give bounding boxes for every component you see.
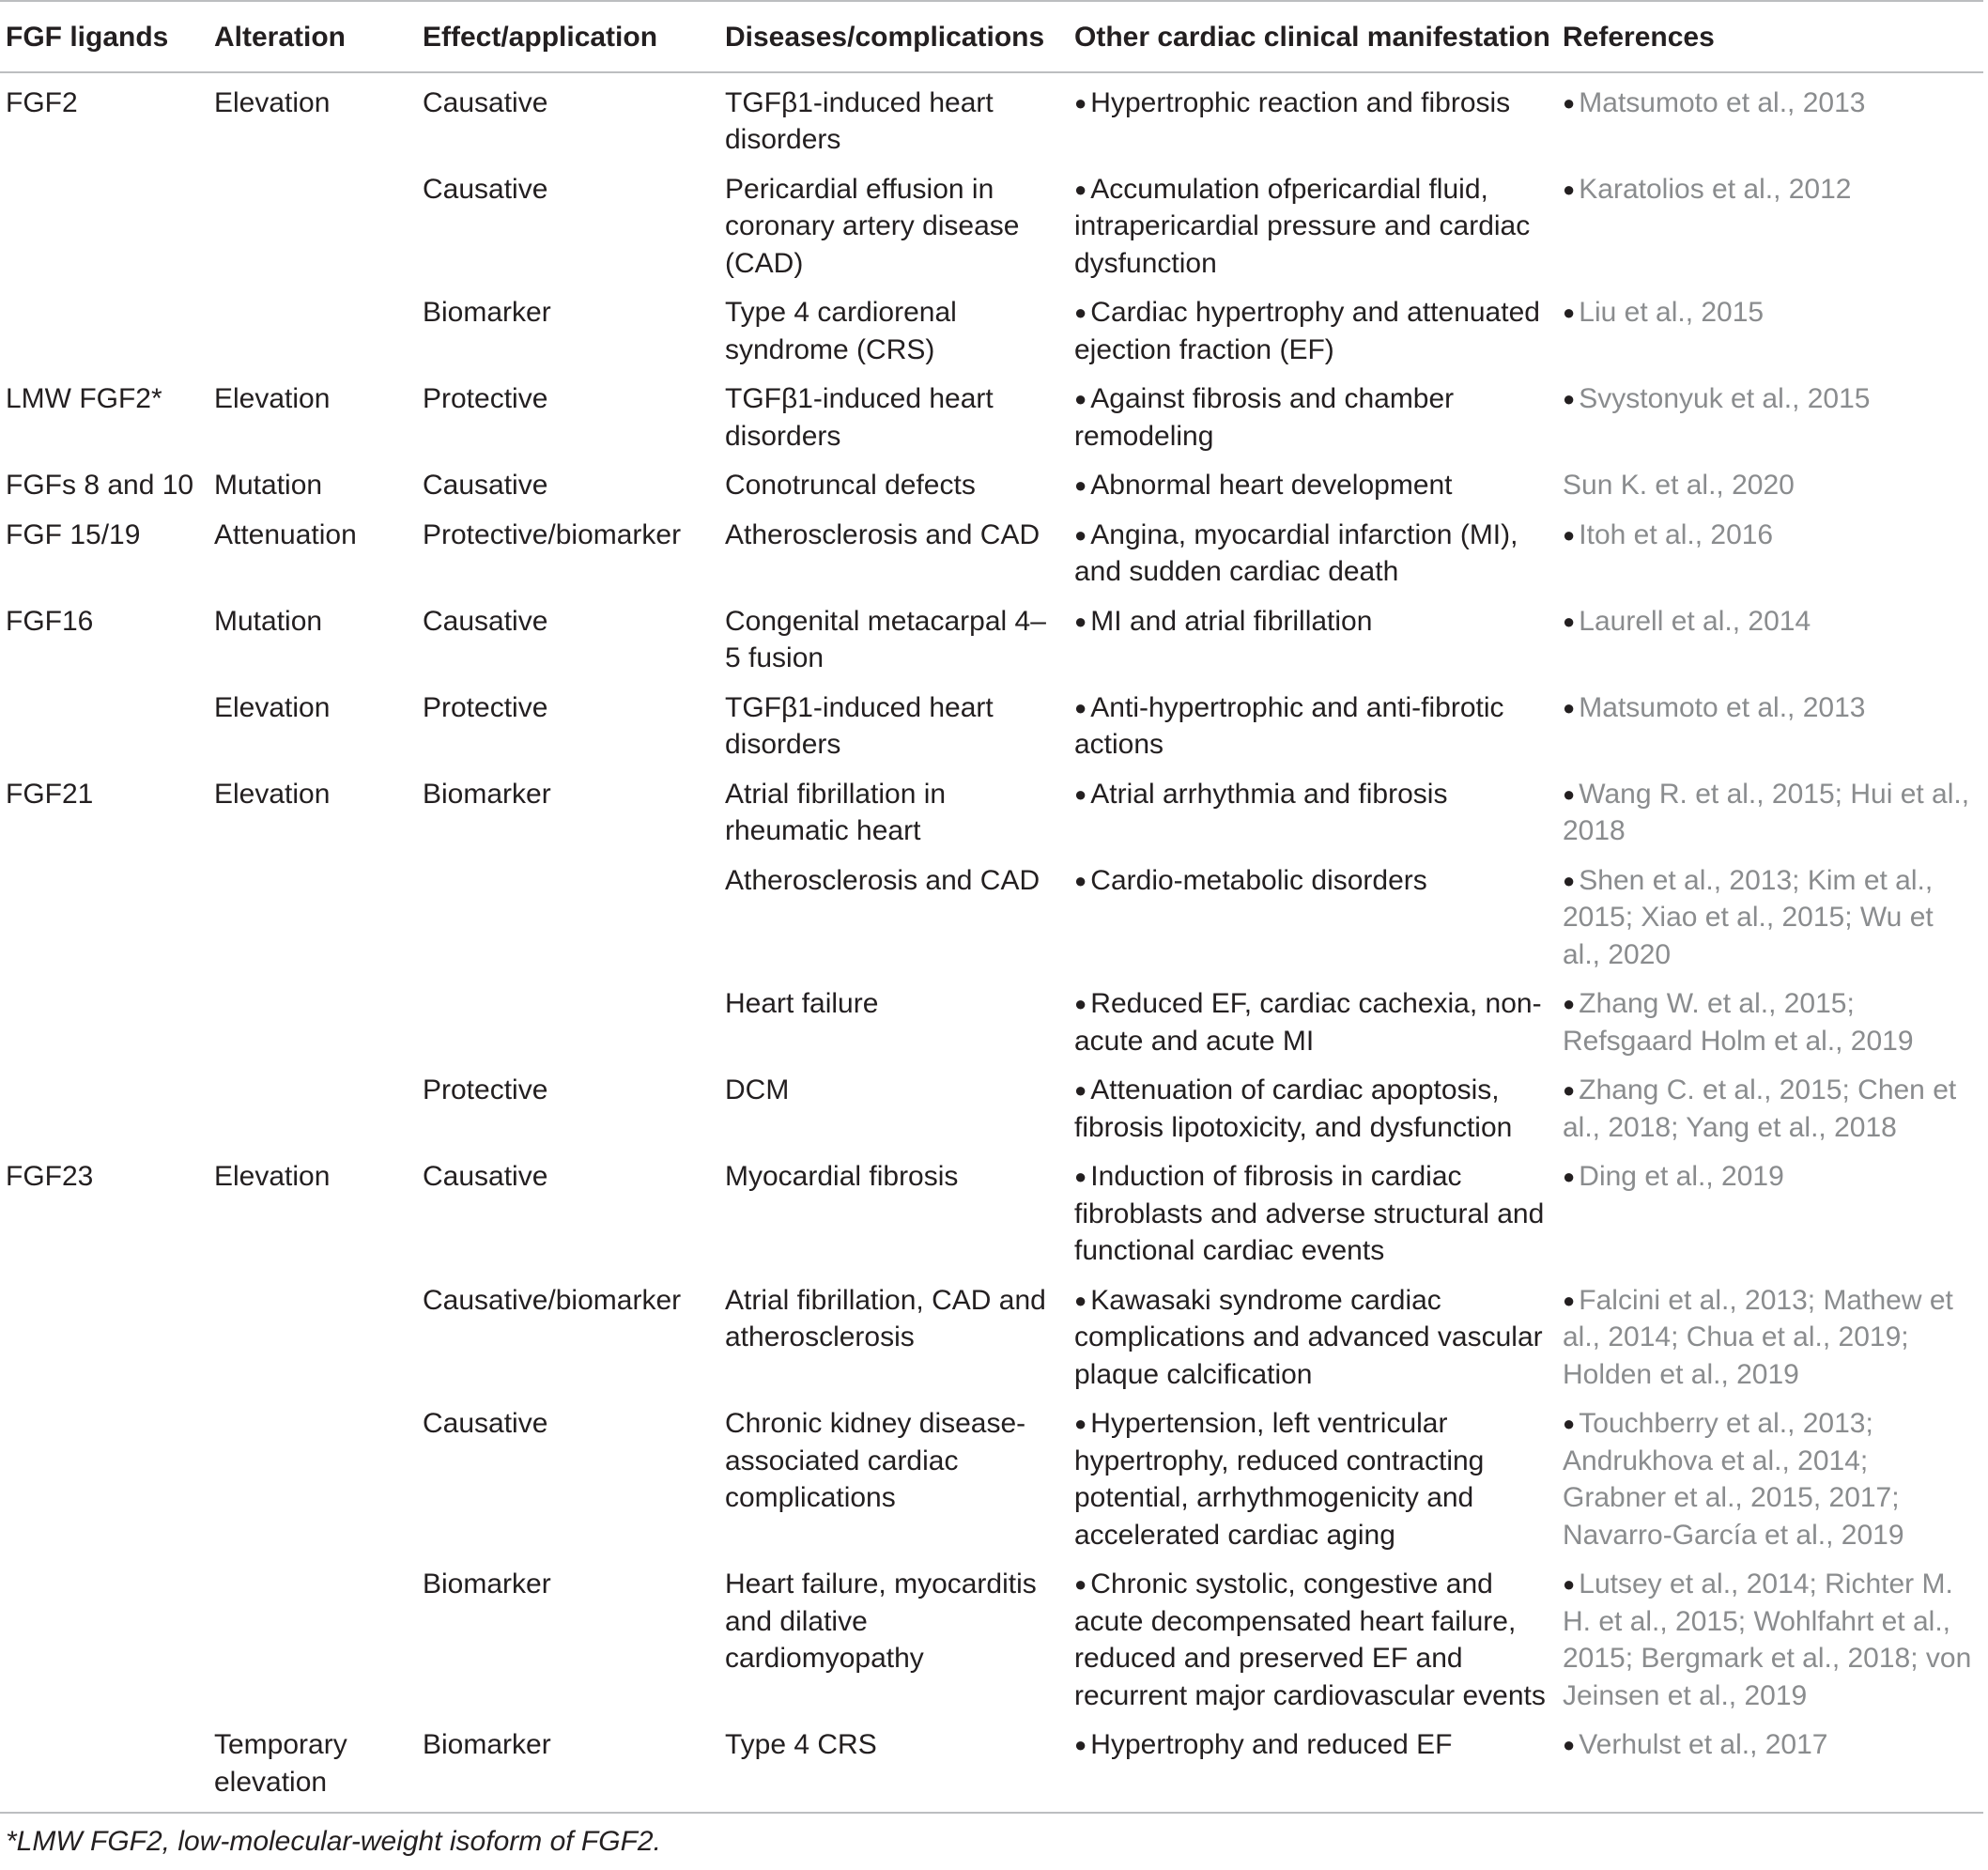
cell-effect-text: Protective/biomarker (423, 518, 682, 550)
cell-manifestation-text: Hypertension, left ventricular hypertrophy, reduced contracting potential, arrhythmogenicity and accelerated cardiac aging (1074, 1408, 1485, 1551)
bullet-icon: ● (1074, 992, 1087, 1015)
cell-effect (417, 288, 719, 375)
cell-alteration (208, 770, 417, 857)
cell-references (1557, 1721, 1983, 1813)
cell-disease-text: Myocardial fibrosis (725, 1161, 959, 1192)
table-header (0, 1, 1983, 72)
cell-effect (417, 1721, 719, 1813)
cell-references-text: Shen et al., 2013; Kim et al., 2015; Xiao et al., 2015; Wu et al., 2020 (1563, 864, 1934, 970)
cell-disease-text: Atrial fibrillation, CAD and atherosclerosis (725, 1284, 1046, 1352)
bullet-icon: ● (1563, 781, 1576, 806)
bullet-icon: ● (1074, 522, 1087, 547)
cell-disease-text: Atherosclerosis and CAD (725, 864, 1040, 896)
cell-effect (417, 72, 719, 165)
cell-fgf-ligand (0, 461, 208, 511)
cell-alteration (208, 1152, 417, 1276)
cell-effect (417, 1560, 719, 1721)
cell-disease (719, 461, 1069, 511)
cell-manifestation-text: Chronic systolic, congestive and acute decompensated heart failure, reduced and preserved EF and recurrent major cardiovascular events (1074, 1569, 1546, 1711)
cell-fgf-ligand-text: FGF16 (6, 605, 94, 637)
header-row (0, 1, 1983, 72)
cell-effect-text: Causative (423, 1408, 548, 1439)
cell-disease (719, 597, 1069, 684)
cell-effect-text: Biomarker (423, 1569, 551, 1600)
cell-alteration-text: Temporary elevation (214, 1729, 347, 1798)
cell-manifestation (1069, 770, 1557, 857)
cell-alteration (208, 461, 417, 511)
cell-manifestation-text: Hypertrophic reaction and fibrosis (1090, 86, 1511, 118)
cell-references (1557, 597, 1983, 684)
cell-effect-text: Causative (423, 86, 548, 118)
cell-references (1557, 770, 1983, 857)
bullet-icon: ● (1074, 1078, 1087, 1102)
bullet-icon: ● (1074, 1412, 1087, 1435)
table-row (0, 511, 1983, 597)
cell-disease-text: Atherosclerosis and CAD (725, 518, 1040, 550)
cell-disease-text: Type 4 CRS (725, 1729, 877, 1760)
bullet-icon: ● (1563, 1733, 1576, 1756)
cell-disease (719, 1399, 1069, 1560)
cell-fgf-ligand (0, 72, 208, 165)
cell-effect-text: Biomarker (423, 1729, 551, 1760)
cell-effect-text: Biomarker (423, 297, 551, 328)
cell-manifestation (1069, 288, 1557, 375)
cell-disease-text: Heart failure, myocarditis and dilative cardiomyopathy (725, 1569, 1037, 1674)
cell-fgf-ligand (0, 511, 208, 597)
bullet-icon: ● (1074, 609, 1087, 633)
cell-alteration (208, 857, 417, 981)
cell-alteration (208, 375, 417, 461)
cell-references (1557, 165, 1983, 289)
cell-manifestation-text: Against fibrosis and chamber remodeling (1074, 383, 1455, 452)
cell-references (1557, 511, 1983, 597)
cell-references-text: Matsumoto et al., 2013 (1579, 86, 1866, 118)
cell-effect-text: Protective (423, 691, 548, 723)
cell-alteration (208, 165, 417, 289)
cell-fgf-ligand (0, 165, 208, 289)
cell-manifestation (1069, 1152, 1557, 1276)
table-row (0, 1276, 1983, 1400)
cell-alteration-text: Elevation (214, 1161, 331, 1192)
cell-disease (719, 1152, 1069, 1276)
cell-fgf-ligand-text: FGFs 8 and 10 (6, 470, 194, 501)
cell-manifestation (1069, 165, 1557, 289)
header-diseases-complications: Diseases/complications (725, 22, 1045, 53)
table-row (0, 857, 1983, 981)
cell-manifestation-text: MI and atrial fibrillation (1090, 605, 1373, 637)
cell-references (1557, 1066, 1983, 1152)
bullet-icon: ● (1074, 868, 1087, 892)
table-body (0, 72, 1983, 1814)
bullet-icon: ● (1563, 1165, 1576, 1188)
cell-manifestation-text: Hypertrophy and reduced EF (1090, 1729, 1453, 1760)
cell-fgf-ligand (0, 375, 208, 461)
cell-fgf-ligand (0, 1399, 208, 1560)
cell-manifestation-text: Cardiac hypertrophy and attenuated ejection fraction (EF) (1074, 297, 1540, 365)
cell-disease (719, 1066, 1069, 1152)
cell-disease (719, 165, 1069, 289)
cell-alteration-text: Elevation (214, 691, 331, 723)
bullet-icon: ● (1563, 301, 1576, 324)
bullet-icon: ● (1563, 90, 1576, 115)
cell-references-text: Falcini et al., 2013; Mathew et al., 2014; Chua et al., 2019; Holden et al., 2019 (1563, 1284, 1953, 1390)
cell-disease-text: DCM (725, 1074, 790, 1105)
cell-references-text: Laurell et al., 2014 (1579, 605, 1811, 637)
cell-alteration-text: Mutation (214, 470, 323, 501)
cell-effect (417, 461, 719, 511)
cell-references-text: Sun K. et al., 2020 (1563, 470, 1795, 501)
cell-effect-text: Protective (423, 383, 548, 414)
header-fgf-ligands: FGF ligands (6, 22, 169, 53)
cell-disease-text: Type 4 cardiorenal syndrome (CRS) (725, 297, 957, 365)
bullet-icon: ● (1563, 1288, 1576, 1312)
cell-references-text: Verhulst et al., 2017 (1579, 1729, 1828, 1760)
bullet-icon: ● (1563, 1572, 1576, 1596)
cell-alteration (208, 684, 417, 770)
table-row (0, 1152, 1983, 1276)
cell-manifestation-text: Anti-hypertrophic and anti-fibrotic actions (1074, 691, 1504, 760)
cell-manifestation (1069, 980, 1557, 1066)
bullet-icon: ● (1074, 1165, 1087, 1188)
table-row (0, 165, 1983, 289)
header-references: References (1563, 22, 1715, 53)
cell-manifestation-text: Attenuation of cardiac apoptosis, fibrosis lipotoxicity, and dysfunction (1074, 1074, 1513, 1143)
cell-fgf-ligand (0, 288, 208, 375)
cell-references (1557, 684, 1983, 770)
cell-manifestation (1069, 1276, 1557, 1400)
table-row (0, 770, 1983, 857)
cell-manifestation-text: Atrial arrhythmia and fibrosis (1090, 778, 1448, 810)
cell-alteration-text: Elevation (214, 383, 331, 414)
cell-fgf-ligand (0, 770, 208, 857)
cell-disease (719, 1276, 1069, 1400)
cell-disease-text: Atrial fibrillation in rheumatic heart (725, 778, 947, 846)
table-row (0, 1721, 1983, 1813)
cell-references-text: Karatolios et al., 2012 (1579, 173, 1852, 205)
table-row (0, 684, 1983, 770)
cell-effect (417, 1399, 719, 1560)
cell-references-text: Matsumoto et al., 2013 (1579, 691, 1866, 723)
cell-effect (417, 684, 719, 770)
header-alteration: Alteration (214, 22, 347, 53)
cell-references-text: Zhang C. et al., 2015; Chen et al., 2018; Yang et al., 2018 (1563, 1074, 1957, 1143)
cell-effect (417, 375, 719, 461)
cell-manifestation (1069, 1399, 1557, 1560)
bullet-icon: ● (1563, 992, 1576, 1015)
table-row (0, 461, 1983, 511)
bullet-icon: ● (1074, 1572, 1087, 1596)
cell-manifestation-text: Angina, myocardial infarction (MI), and sudden cardiac death (1074, 518, 1518, 587)
cell-disease-text: TGFβ1-induced heart disorders (725, 86, 994, 155)
cell-manifestation (1069, 1560, 1557, 1721)
cell-disease-text: Pericardial effusion in coronary artery disease (CAD) (725, 173, 1020, 279)
cell-manifestation-text: Accumulation ofpericardial fluid, intrapericardial pressure and cardiac dysfunction (1074, 173, 1531, 279)
cell-references (1557, 980, 1983, 1066)
cell-effect (417, 165, 719, 289)
cell-references (1557, 1152, 1983, 1276)
cell-manifestation (1069, 1066, 1557, 1152)
cell-references (1557, 1560, 1983, 1721)
cell-references (1557, 857, 1983, 981)
cell-fgf-ligand (0, 857, 208, 981)
cell-effect (417, 857, 719, 981)
bullet-icon: ● (1074, 177, 1087, 201)
table-row (0, 288, 1983, 375)
cell-alteration (208, 288, 417, 375)
cell-disease-text: TGFβ1-induced heart disorders (725, 691, 994, 760)
cell-disease (719, 72, 1069, 165)
cell-alteration (208, 1721, 417, 1813)
cell-alteration (208, 72, 417, 165)
cell-disease-text: Conotruncal defects (725, 470, 976, 501)
cell-effect (417, 597, 719, 684)
header-effect-application: Effect/application (423, 22, 658, 53)
cell-alteration (208, 980, 417, 1066)
cell-disease (719, 684, 1069, 770)
cell-references-text: Itoh et al., 2016 (1579, 518, 1774, 550)
bullet-icon: ● (1074, 387, 1087, 410)
cell-references (1557, 1276, 1983, 1400)
cell-disease (719, 770, 1069, 857)
cell-fgf-ligand-text: LMW FGF2* (6, 383, 162, 414)
cell-references-text: Liu et al., 2015 (1579, 297, 1765, 328)
cell-fgf-ligand (0, 684, 208, 770)
cell-manifestation (1069, 1721, 1557, 1813)
bullet-icon: ● (1074, 1733, 1087, 1756)
cell-effect (417, 1152, 719, 1276)
cell-manifestation (1069, 72, 1557, 165)
bullet-icon: ● (1074, 781, 1087, 806)
cell-manifestation (1069, 597, 1557, 684)
cell-alteration-text: Mutation (214, 605, 323, 637)
bullet-icon: ● (1074, 1288, 1087, 1312)
cell-effect-text: Causative/biomarker (423, 1284, 682, 1316)
cell-references-text: Zhang W. et al., 2015; Refsgaard Holm et al., 2019 (1563, 988, 1914, 1057)
cell-fgf-ligand-text: FGF23 (6, 1161, 94, 1192)
cell-disease-text: Heart failure (725, 988, 879, 1019)
bullet-icon: ● (1074, 301, 1087, 324)
cell-effect-text: Causative (423, 470, 548, 501)
cell-fgf-ligand-text: FGF2 (6, 86, 78, 118)
cell-alteration-text: Elevation (214, 778, 331, 810)
bullet-icon: ● (1563, 695, 1576, 719)
cell-disease (719, 1560, 1069, 1721)
table-row (0, 1399, 1983, 1560)
cell-effect (417, 511, 719, 597)
cell-effect (417, 980, 719, 1066)
cell-disease (719, 857, 1069, 981)
cell-fgf-ligand (0, 597, 208, 684)
bullet-icon: ● (1074, 90, 1087, 115)
cell-fgf-ligand (0, 1560, 208, 1721)
cell-disease-text: Chronic kidney disease-associated cardiac complications (725, 1408, 1026, 1513)
cell-effect-text: Causative (423, 605, 548, 637)
cell-manifestation-text: Kawasaki syndrome cardiac complications and advanced vascular plaque calcification (1074, 1284, 1543, 1390)
cell-manifestation-text: Abnormal heart development (1090, 470, 1453, 501)
cell-disease (719, 288, 1069, 375)
table-row (0, 597, 1983, 684)
bullet-icon: ● (1563, 868, 1576, 892)
cell-alteration-text: Attenuation (214, 518, 357, 550)
cell-references-text: Touchberry et al., 2013; Andrukhova et al., 2014; Grabner et al., 2015, 2017; Navarro-García et al., 2019 (1563, 1408, 1904, 1551)
table-row (0, 1066, 1983, 1152)
cell-alteration (208, 1560, 417, 1721)
cell-fgf-ligand-text: FGF 15/19 (6, 518, 141, 550)
cell-references (1557, 72, 1983, 165)
cell-manifestation (1069, 684, 1557, 770)
header-other-manifestation: Other cardiac clinical manifestation (1074, 22, 1550, 53)
bullet-icon: ● (1074, 695, 1087, 719)
cell-fgf-ligand-text: FGF21 (6, 778, 94, 810)
bullet-icon: ● (1074, 473, 1087, 497)
bullet-icon: ● (1563, 1412, 1576, 1435)
cell-references-text: Ding et al., 2019 (1579, 1161, 1784, 1192)
cell-effect-text: Causative (423, 1161, 548, 1192)
cell-manifestation-text: Cardio-metabolic disorders (1090, 864, 1427, 896)
cell-references-text: Svystonyuk et al., 2015 (1579, 383, 1871, 414)
cell-fgf-ligand (0, 1152, 208, 1276)
table-footnote: *LMW FGF2, low-molecular-weight isoform of FGF2. (6, 1826, 661, 1857)
cell-disease-text: TGFβ1-induced heart disorders (725, 383, 994, 452)
cell-manifestation-text: Induction of fibrosis in cardiac fibroblasts and adverse structural and functional cardiac events (1074, 1161, 1545, 1266)
cell-references (1557, 1399, 1983, 1560)
cell-alteration (208, 1276, 417, 1400)
cell-alteration (208, 1066, 417, 1152)
cell-disease (719, 375, 1069, 461)
cell-manifestation (1069, 375, 1557, 461)
cell-alteration (208, 597, 417, 684)
bullet-icon: ● (1563, 609, 1576, 633)
cell-manifestation (1069, 511, 1557, 597)
cell-fgf-ligand (0, 980, 208, 1066)
table-row (0, 1560, 1983, 1721)
table-row (0, 72, 1983, 165)
bullet-icon: ● (1563, 1078, 1576, 1102)
cell-effect-text: Biomarker (423, 778, 551, 810)
cell-references (1557, 375, 1983, 461)
cell-references-text: Wang R. et al., 2015; Hui et al., 2018 (1563, 778, 1970, 846)
cell-manifestation (1069, 461, 1557, 511)
cell-effect-text: Protective (423, 1074, 548, 1105)
cell-alteration (208, 511, 417, 597)
bullet-icon: ● (1563, 387, 1576, 410)
cell-references (1557, 288, 1983, 375)
cell-fgf-ligand (0, 1721, 208, 1813)
cell-effect-text: Causative (423, 173, 548, 205)
cell-manifestation-text: Reduced EF, cardiac cachexia, non-acute and acute MI (1074, 988, 1542, 1057)
cell-alteration-text: Elevation (214, 86, 331, 118)
cell-disease-text: Congenital metacarpal 4–5 fusion (725, 605, 1046, 673)
bullet-icon: ● (1563, 177, 1576, 201)
cell-effect (417, 770, 719, 857)
cell-disease (719, 980, 1069, 1066)
table-row (0, 980, 1983, 1066)
cell-effect (417, 1066, 719, 1152)
cell-fgf-ligand (0, 1276, 208, 1400)
cell-references (1557, 461, 1983, 511)
table-row (0, 375, 1983, 461)
cell-effect (417, 1276, 719, 1400)
cell-disease (719, 511, 1069, 597)
cell-references-text: Lutsey et al., 2014; Richter M. H. et al., 2015; Wohlfahrt et al., 2015; Bergmark et al., 2018; von Jeinsen et al., 2019 (1563, 1569, 1972, 1711)
bullet-icon: ● (1563, 522, 1576, 547)
cell-alteration (208, 1399, 417, 1560)
cell-disease (719, 1721, 1069, 1813)
cell-manifestation (1069, 857, 1557, 981)
cell-fgf-ligand (0, 1066, 208, 1152)
